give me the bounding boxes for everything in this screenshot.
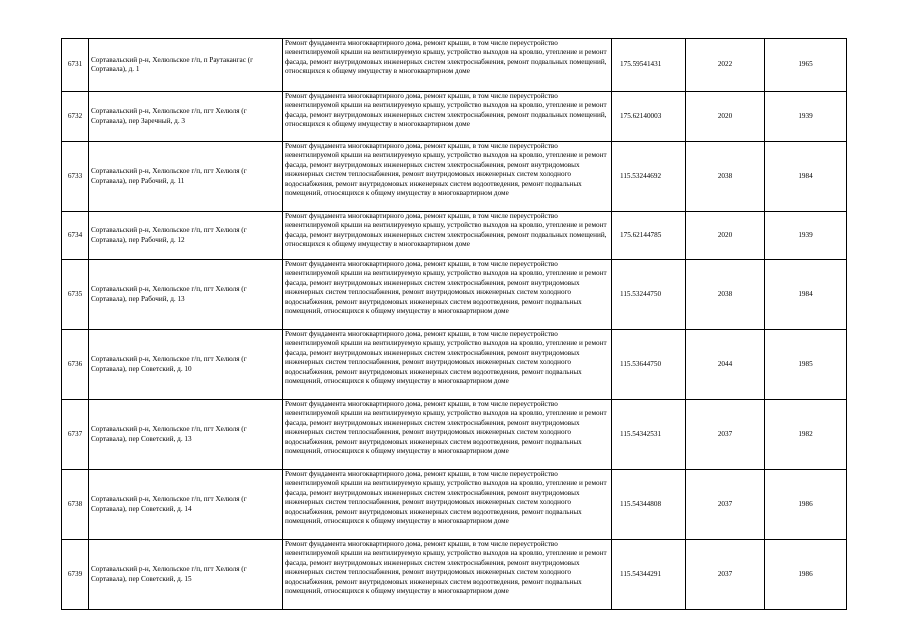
- row-built-year: 1984: [765, 260, 847, 330]
- table-row: [62, 260, 847, 330]
- row-built-year: 1985: [765, 330, 847, 400]
- row-number: 6739: [62, 540, 89, 610]
- row-area: 115.54342531: [612, 400, 686, 470]
- row-planned-year: 2037: [686, 470, 765, 540]
- row-area: 115.53244750: [612, 260, 686, 330]
- row-works: Ремонт фундамента многоквартирного дома, ремонт крыши, в том числе переустройство невентилируемой крыши на вентилируемую крышу, устройство выходов на кровлю, утепление и ремонт фасада, ремонт внутридомовых инженерных систем электроснабжения, ремонт подвальных помещений, относящихся к общему имуществу в многоквартирном доме: [283, 92, 612, 142]
- row-number: 6732: [62, 92, 89, 142]
- row-address: Сортавальский р-н, Хелюльское г/п, пгт Хелюля (г Сортавала), пер Советский, д. 15: [89, 540, 283, 610]
- row-built-year: 1986: [765, 540, 847, 610]
- row-built-year: 1939: [765, 92, 847, 142]
- row-number: 6737: [62, 400, 89, 470]
- row-area: 115.53644750: [612, 330, 686, 400]
- row-planned-year: 2022: [686, 39, 765, 92]
- row-works: Ремонт фундамента многоквартирного дома, ремонт крыши, в том числе переустройство невентилируемой крыши на вентилируемую крышу, устройство выходов на кровлю, утепление и ремонт фасада, ремонт внутридомовых инженерных систем электроснабжения, ремонт внутридомовых инженерных систем теплоснабжения, ремонт внутридомовых инженерных систем холодного водоснабжения, ремонт внутридомовых инженерных систем водоотведения, ремонт подвальных помещений, относящихся к общему имуществу в многоквартирном доме: [283, 540, 612, 610]
- document-page: [61, 38, 847, 610]
- row-built-year: 1939: [765, 212, 847, 260]
- row-number: 6736: [62, 330, 89, 400]
- row-area: 115.54344291: [612, 540, 686, 610]
- row-number: 6733: [62, 142, 89, 212]
- row-planned-year: 2044: [686, 330, 765, 400]
- row-area: 175.59541431: [612, 39, 686, 92]
- table-row: [62, 212, 847, 260]
- row-works: Ремонт фундамента многоквартирного дома, ремонт крыши, в том числе переустройство невентилируемой крыши на вентилируемую крышу, устройство выходов на кровлю, утепление и ремонт фасада, ремонт внутридомовых инженерных систем электроснабжения, ремонт внутридомовых инженерных систем теплоснабжения, ремонт внутридомовых инженерных систем холодного водоснабжения, ремонт внутридомовых инженерных систем водоотведения, ремонт подвальных помещений, относящихся к общему имуществу в многоквартирном доме: [283, 470, 612, 540]
- row-built-year: 1984: [765, 142, 847, 212]
- table-body: [62, 39, 847, 610]
- row-address: Сортавальский р-н, Хелюльское г/п, пгт Хелюля (г Сортавала), пер Советский, д. 10: [89, 330, 283, 400]
- row-address: Сортавальский р-н, Хелюльское г/п, пгт Хелюля (г Сортавала), пер Рабочий, д. 13: [89, 260, 283, 330]
- row-built-year: 1986: [765, 470, 847, 540]
- table-row: [62, 400, 847, 470]
- row-area: 115.53244692: [612, 142, 686, 212]
- row-area: 115.54344808: [612, 470, 686, 540]
- row-address: Сортавальский р-н, Хелюльское г/п, пгт Хелюля (г Сортавала), пер Рабочий, д. 11: [89, 142, 283, 212]
- row-address: Сортавальский р-н, Хелюльское г/п, пгт Хелюля (г Сортавала), пер Советский, д. 14: [89, 470, 283, 540]
- row-works: Ремонт фундамента многоквартирного дома, ремонт крыши, в том числе переустройство невентилируемой крыши на вентилируемую крышу, устройство выходов на кровлю, утепление и ремонт фасада, ремонт внутридомовых инженерных систем электроснабжения, ремонт внутридомовых инженерных систем теплоснабжения, ремонт внутридомовых инженерных систем холодного водоснабжения, ремонт внутридомовых инженерных систем водоотведения, ремонт подвальных помещений, относящихся к общему имуществу в многоквартирном доме: [283, 142, 612, 212]
- repair-program-table: [61, 38, 847, 610]
- row-works: Ремонт фундамента многоквартирного дома, ремонт крыши, в том числе переустройство невентилируемой крыши на вентилируемую крышу, устройство выходов на кровлю, утепление и ремонт фасада, ремонт внутридомовых инженерных систем электроснабжения, ремонт внутридомовых инженерных систем теплоснабжения, ремонт внутридомовых инженерных систем холодного водоснабжения, ремонт внутридомовых инженерных систем водоотведения, ремонт подвальных помещений, относящихся к общему имуществу в многоквартирном доме: [283, 330, 612, 400]
- row-address: Сортавальский р-н, Хелюльское г/п, пгт Хелюля (г Сортавала), пер Заречный, д. 3: [89, 92, 283, 142]
- row-number: 6734: [62, 212, 89, 260]
- row-works: Ремонт фундамента многоквартирного дома, ремонт крыши, в том числе переустройство невентилируемой крыши на вентилируемую крышу, устройство выходов на кровлю, утепление и ремонт фасада, ремонт внутридомовых инженерных систем электроснабжения, ремонт внутридомовых инженерных систем теплоснабжения, ремонт внутридомовых инженерных систем холодного водоснабжения, ремонт внутридомовых инженерных систем водоотведения, ремонт подвальных помещений, относящихся к общему имуществу в многоквартирном доме: [283, 260, 612, 330]
- row-address: Сортавальский р-н, Хелюльское г/п, пгт Хелюля (г Сортавала), пер Советский, д. 13: [89, 400, 283, 470]
- row-area: 175.62144785: [612, 212, 686, 260]
- row-works: Ремонт фундамента многоквартирного дома, ремонт крыши, в том числе переустройство невентилируемой крыши на вентилируемую крышу, устройство выходов на кровлю, утепление и ремонт фасада, ремонт внутридомовых инженерных систем электроснабжения, ремонт подвальных помещений, относящихся к общему имуществу в многоквартирном доме: [283, 212, 612, 260]
- table-row: [62, 39, 847, 92]
- row-works: Ремонт фундамента многоквартирного дома, ремонт крыши, в том числе переустройство невентилируемой крыши на вентилируемую крышу, устройство выходов на кровлю, утепление и ремонт фасада, ремонт внутридомовых инженерных систем электроснабжения, ремонт внутридомовых инженерных систем теплоснабжения, ремонт внутридомовых инженерных систем холодного водоснабжения, ремонт внутридомовых инженерных систем водоотведения, ремонт подвальных помещений, относящихся к общему имуществу в многоквартирном доме: [283, 400, 612, 470]
- row-planned-year: 2037: [686, 540, 765, 610]
- row-address: Сортавальский р-н, Хелюльское г/п, п Раутакангас (г Сортавала), д. 1: [89, 39, 283, 92]
- row-number: 6738: [62, 470, 89, 540]
- table-row: [62, 470, 847, 540]
- table-row: [62, 540, 847, 610]
- row-planned-year: 2038: [686, 142, 765, 212]
- row-works: Ремонт фундамента многоквартирного дома, ремонт крыши, в том числе переустройство невентилируемой крыши на вентилируемую крышу, устройство выходов на кровлю, утепление и ремонт фасада, ремонт внутридомовых инженерных систем электроснабжения, ремонт подвальных помещений, относящихся к общему имуществу в многоквартирном доме: [283, 39, 612, 92]
- row-address: Сортавальский р-н, Хелюльское г/п, пгт Хелюля (г Сортавала), пер Рабочий, д. 12: [89, 212, 283, 260]
- row-area: 175.62140003: [612, 92, 686, 142]
- table-row: [62, 330, 847, 400]
- row-number: 6731: [62, 39, 89, 92]
- table-row: [62, 92, 847, 142]
- row-built-year: 1982: [765, 400, 847, 470]
- row-planned-year: 2038: [686, 260, 765, 330]
- row-planned-year: 2020: [686, 92, 765, 142]
- row-built-year: 1965: [765, 39, 847, 92]
- row-planned-year: 2020: [686, 212, 765, 260]
- table-row: [62, 142, 847, 212]
- row-number: 6735: [62, 260, 89, 330]
- row-planned-year: 2037: [686, 400, 765, 470]
